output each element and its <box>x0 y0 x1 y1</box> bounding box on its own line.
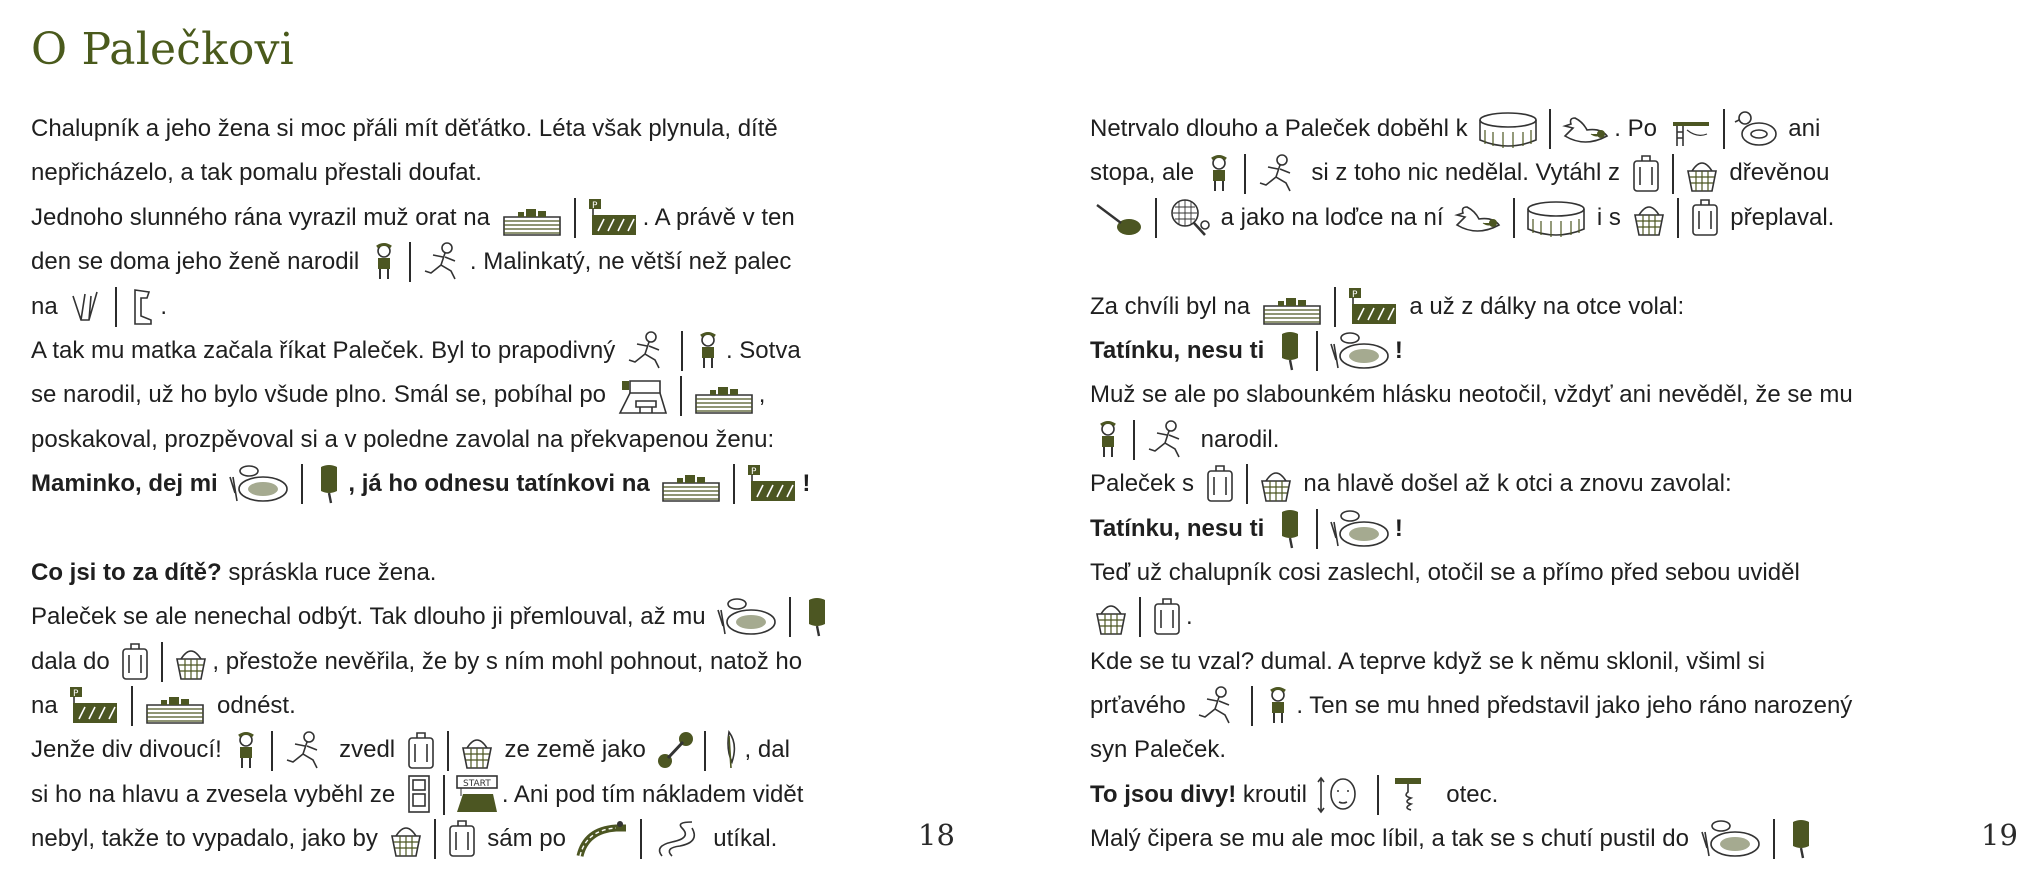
svg-text:P: P <box>73 689 79 700</box>
speech-text: ! <box>1394 514 1403 542</box>
text-line <box>31 240 931 284</box>
svg-text:START: START <box>462 779 491 790</box>
narrative-text: poskakoval, prozpěvoval si a v poledne zavolal na překvapenou ženu: <box>31 425 775 453</box>
pictogram-pair <box>573 818 707 860</box>
narrative-text: zvedl <box>332 736 402 764</box>
runner-icon <box>1195 685 1241 727</box>
text-line <box>1090 418 1930 462</box>
pictogram-separator <box>131 686 133 726</box>
narrative-text: Chalupník a jeho žena si moc přáli mít děťátko. Léta však plynula, dítě <box>31 115 778 142</box>
svg-text:P: P <box>1351 289 1358 300</box>
pictogram-separator <box>680 376 682 416</box>
suitcase-icon <box>1204 463 1236 505</box>
pictogram-separator <box>1513 198 1515 238</box>
pictogram-pair <box>1696 818 1820 860</box>
pictogram-pair <box>1257 286 1403 328</box>
narrative-text: narodil. <box>1194 425 1280 453</box>
narrative-text: Paleček se ale nenechal odbýt. Tak dlouho ji přemlouval, až mu <box>31 603 713 631</box>
runner-icon <box>421 241 467 283</box>
basket-icon <box>459 730 495 772</box>
narrative-text: a jako na loďce na ní <box>1214 203 1451 231</box>
pictogram-separator <box>443 775 445 815</box>
narrative-text: Za chvíli byl na <box>1090 292 1257 320</box>
parking-field-icon <box>1346 286 1400 328</box>
basket-icon <box>1684 153 1720 195</box>
speech-text: Tatínku, nesu ti <box>1090 514 1271 542</box>
speech-text: Maminko, dej mi <box>31 470 225 498</box>
narrative-text: . Ten se mu hned představil jako jeho ráno narozený <box>1296 692 1853 720</box>
narrative-text: . <box>1186 603 1193 631</box>
feather-icon <box>716 730 742 772</box>
suitcase-icon <box>405 730 437 772</box>
pictogram-separator <box>1139 597 1141 637</box>
narrative-text: . Malinkatý, ne větší než palec <box>469 248 792 276</box>
parking-field-icon <box>67 685 121 727</box>
text-line <box>31 551 931 595</box>
text-line <box>31 285 931 329</box>
start-icon <box>455 774 499 816</box>
pictogram-pair <box>1271 330 1395 372</box>
pictogram-pair <box>1201 153 1305 195</box>
pictogram-separator <box>161 642 163 682</box>
pictogram-separator <box>1773 819 1775 859</box>
pictogram-pair <box>1201 463 1297 505</box>
narrative-text: odnést. <box>210 692 296 720</box>
runner-icon <box>625 330 671 372</box>
narrative-text: přeplaval. <box>1723 203 1835 231</box>
pictogram-separator <box>1377 775 1379 815</box>
pictogram-pair <box>1192 685 1296 727</box>
pictogram-separator <box>1672 154 1674 194</box>
pictogram-separator <box>1244 154 1246 194</box>
pictogram-pair <box>385 818 481 860</box>
right-text-block <box>1090 107 1930 862</box>
pictogram-pair <box>622 330 726 372</box>
basket-icon <box>1631 197 1667 239</box>
text-line <box>1090 773 1930 817</box>
parking-field-icon <box>745 463 799 505</box>
dumbbell-icon <box>656 730 694 772</box>
left-page <box>0 0 973 883</box>
door-icon <box>405 774 433 816</box>
text-line <box>31 817 931 861</box>
narrative-text: dala do <box>31 647 117 675</box>
narrative-text: , <box>758 381 766 409</box>
plate-icon <box>715 596 779 638</box>
boy-icon <box>1263 685 1293 727</box>
runner-icon <box>1145 419 1191 461</box>
pictogram-pair <box>64 286 160 328</box>
pictogram-separator <box>574 198 576 238</box>
pictogram-separator <box>1155 198 1157 238</box>
pictogram-pair <box>224 463 348 505</box>
pictogram-separator <box>704 731 706 771</box>
pictogram-pair <box>712 596 836 638</box>
text-line <box>1090 107 1930 151</box>
racket-icon <box>1167 197 1211 239</box>
text-line <box>31 773 931 817</box>
pictogram-pair <box>64 685 210 727</box>
pictogram-pair <box>116 641 212 683</box>
text-line <box>31 462 931 506</box>
pool-icon <box>1477 108 1539 150</box>
plate-icon <box>1699 818 1763 860</box>
boy-icon <box>231 730 261 772</box>
field-icon <box>659 463 723 505</box>
plate-icon <box>1328 508 1392 550</box>
text-line <box>1090 285 1930 329</box>
text-line <box>1090 329 1930 373</box>
pictogram-separator <box>115 287 117 327</box>
popsicle-icon <box>801 596 833 638</box>
text-line <box>1090 728 1930 772</box>
narrative-text: a už z dálky na otce volal: <box>1402 292 1685 320</box>
text-line <box>31 373 931 417</box>
svg-text:P: P <box>591 200 598 211</box>
text-line <box>31 151 931 195</box>
pictogram-pair <box>1627 153 1723 195</box>
speech-text: ! <box>1394 336 1403 364</box>
page-number-left: 18 <box>918 818 955 852</box>
narrative-text: Malý čipera se mu ale moc líbil, a tak se s chutí pustil do <box>1090 825 1696 853</box>
narrative-text: . Po <box>1614 115 1664 142</box>
pictogram-separator <box>447 731 449 771</box>
narrative-text: stopa, ale <box>1090 159 1201 187</box>
narrative-text: si z toho nic nedělal. Vytáhl z <box>1304 159 1627 187</box>
speech-text: Tatínku, nesu ti <box>1090 336 1271 364</box>
left-text-block <box>31 107 931 862</box>
duck-float-icon <box>1453 197 1503 239</box>
pictogram-separator <box>434 819 436 859</box>
speech-text: To jsou divy! <box>1090 780 1237 808</box>
pictogram-separator <box>1334 287 1336 327</box>
blank-line <box>1090 240 1930 284</box>
runner-icon <box>283 730 329 772</box>
narrative-text: . Sotva <box>725 336 801 364</box>
text-line <box>31 728 931 772</box>
spoon-icon <box>1093 197 1145 239</box>
pictogram-separator <box>1251 686 1253 726</box>
boy-icon <box>693 330 723 372</box>
pictogram-separator <box>640 819 642 859</box>
narrative-text: , dal <box>744 736 790 764</box>
narrative-text: A tak mu matka začala říkat Paleček. Byl to prapodivný <box>31 336 622 364</box>
popsicle-icon <box>1785 818 1817 860</box>
right-page <box>973 0 2018 883</box>
narrative-text: dřevěnou <box>1722 159 1830 187</box>
narrative-text: dumal. A teprve když se k němu sklonil, všiml si <box>1254 647 1765 675</box>
narrative-text: syn Paleček. <box>1090 736 1227 764</box>
text-line <box>31 196 931 240</box>
text-line <box>1090 640 1930 684</box>
hand-icon <box>67 286 105 328</box>
svg-text:P: P <box>751 467 757 478</box>
pictogram-pair <box>1628 197 1724 239</box>
text-line <box>31 329 931 373</box>
narrative-text: nebyl, takže to vypadalo, jako by <box>31 825 385 853</box>
page-title: O Palečkovi <box>31 24 294 75</box>
parking-field-icon <box>586 197 640 239</box>
suitcase-icon <box>1630 153 1662 195</box>
narrative-text: otec. <box>1439 780 1499 808</box>
swim-ring-icon <box>1735 108 1779 150</box>
leg-icon <box>127 286 157 328</box>
narrative-text: Paleček s <box>1090 470 1201 498</box>
narrative-text: na hlavě došel až k otci a znovu zavolal: <box>1296 470 1732 498</box>
narrative-text: ani <box>1781 115 1821 142</box>
field-icon <box>692 375 756 417</box>
narrative-text: . A právě v ten <box>642 203 795 231</box>
narrative-text: Muž se ale po slabounkém hlásku neotočil, vždyť ani nevěděl, že se mu <box>1090 381 1853 409</box>
diving-board-icon <box>1667 108 1713 150</box>
field-icon <box>1260 286 1324 328</box>
narrative-text: Teď už chalupník cosi zaslechl, otočil se a přímo před sebou uviděl <box>1090 558 1800 586</box>
narrative-text: nepřicházelo, a tak pomalu přestali doufat. <box>31 159 482 187</box>
pictogram-separator <box>1133 420 1135 460</box>
field-icon <box>500 197 564 239</box>
pictogram-pair <box>1450 197 1590 239</box>
plate-icon <box>227 463 291 505</box>
blank-line <box>31 507 931 551</box>
basket-icon <box>1258 463 1294 505</box>
boy-icon <box>1204 153 1234 195</box>
pictogram-pair <box>1664 108 1782 150</box>
pictogram-pair <box>402 730 498 772</box>
pictogram-separator <box>271 731 273 771</box>
pictogram-separator <box>681 331 683 371</box>
text-line <box>31 640 931 684</box>
text-line <box>1090 684 1930 728</box>
boy-icon <box>369 241 399 283</box>
pictogram-pair <box>1271 508 1395 550</box>
pictogram-pair <box>1090 197 1214 239</box>
pictogram-separator <box>301 464 303 504</box>
popsicle-icon <box>1274 508 1306 550</box>
text-line <box>1090 196 1930 240</box>
narrative-text: , přestože nevěřila, že by s ním mohl pohnout, natož ho <box>212 647 803 675</box>
pictogram-separator <box>1723 109 1725 149</box>
pictogram-pair <box>1090 596 1186 638</box>
pictogram-separator <box>409 242 411 282</box>
narrative-text: Kde se tu vzal? <box>1090 647 1255 675</box>
narrative-text: utíkal. <box>706 825 778 853</box>
narrative-text: prťavého <box>1090 692 1193 720</box>
suitcase-icon <box>1689 197 1721 239</box>
narrative-text: ze země jako <box>497 736 653 764</box>
basket-icon <box>1093 596 1129 638</box>
page-number-right: 19 <box>1981 818 2018 852</box>
popsicle-icon <box>313 463 345 505</box>
pictogram-pair <box>497 197 643 239</box>
text-line <box>31 684 931 728</box>
text-line <box>31 107 931 151</box>
pictogram-separator <box>1549 109 1551 149</box>
pool-icon <box>1525 197 1587 239</box>
text-line <box>1090 373 1930 417</box>
text-line <box>1090 817 1930 861</box>
basket-icon <box>388 818 424 860</box>
narrative-text: na <box>31 292 65 320</box>
track-icon <box>576 818 630 860</box>
narrative-text: Jednoho slunného rána vyrazil muž orat na <box>31 203 497 231</box>
suitcase-icon <box>446 818 478 860</box>
boy-icon <box>1093 419 1123 461</box>
text-line <box>1090 507 1930 551</box>
pictogram-separator <box>733 464 735 504</box>
narrative-text: . <box>160 292 168 320</box>
basket-icon <box>173 641 209 683</box>
pictogram-separator <box>1316 509 1318 549</box>
pictogram-pair <box>1090 419 1194 461</box>
narrative-text: den se doma jeho ženě narodil <box>31 248 366 276</box>
pictogram-pair <box>656 463 802 505</box>
pictogram-pair <box>613 375 759 417</box>
pictogram-separator <box>789 597 791 637</box>
narrative-text: Jenže div divoucí! <box>31 736 229 764</box>
pictogram-pair <box>1474 108 1614 150</box>
pictogram-pair <box>1314 774 1440 816</box>
narrative-text: na <box>31 692 65 720</box>
narrative-text: Netrvalo dlouho a Paleček doběhl k <box>1090 115 1475 142</box>
pictogram-separator <box>1316 331 1318 371</box>
popsicle-icon <box>1274 330 1306 372</box>
narrative-text: i s <box>1590 203 1628 231</box>
text-line <box>31 418 931 462</box>
room-icon <box>616 375 670 417</box>
pictogram-pair <box>402 774 502 816</box>
narrative-text: kroutil <box>1236 780 1314 808</box>
narrative-text: si ho na hlavu a zvesela vyběhl ze <box>31 780 402 808</box>
speech-text: ! <box>802 470 811 498</box>
plate-icon <box>1328 330 1392 372</box>
pictogram-pair <box>228 730 332 772</box>
speech-text: Co jsi to za dítě? <box>31 558 222 586</box>
text-line <box>1090 551 1930 595</box>
head-icon <box>1317 774 1367 816</box>
text-line <box>31 595 931 639</box>
narrative-text: . Ani pod tím nákladem vidět <box>501 780 804 808</box>
pictogram-separator <box>1246 464 1248 504</box>
duck-float-icon <box>1561 108 1611 150</box>
narrative-text: sám po <box>480 825 573 853</box>
road-icon <box>652 818 704 860</box>
text-line <box>1090 595 1930 639</box>
pictogram-pair <box>366 241 470 283</box>
suitcase-icon <box>119 641 151 683</box>
narrative-text: spráskla ruce žena. <box>221 558 437 586</box>
suitcase-icon <box>1151 596 1183 638</box>
runner-icon <box>1256 153 1302 195</box>
corkscrew-icon <box>1389 774 1437 816</box>
text-line <box>1090 151 1930 195</box>
narrative-text: se narodil, už ho bylo všude plno. Smál se, pobíhal po <box>31 381 613 409</box>
pictogram-separator <box>1677 198 1679 238</box>
speech-text: , já ho odnesu tatínkovi na <box>348 470 657 498</box>
pictogram-pair <box>653 730 745 772</box>
text-line <box>1090 462 1930 506</box>
field-icon <box>143 685 207 727</box>
